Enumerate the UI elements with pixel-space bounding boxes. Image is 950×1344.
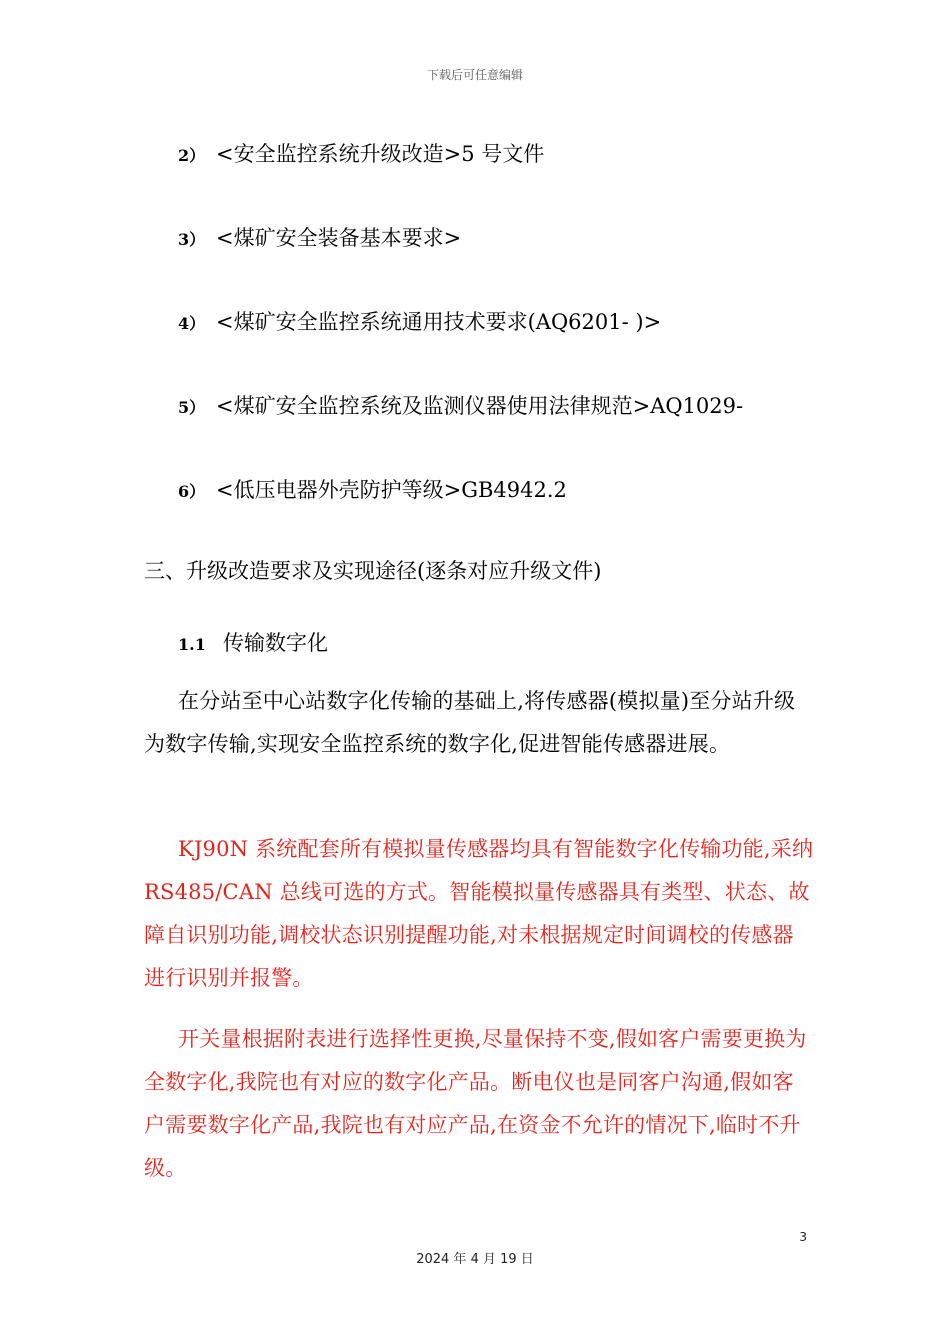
reference-item [178,138,544,168]
reference-number: 6） [178,482,206,501]
reference-item [178,390,743,420]
page-header: 下载后可任意编辑 [426,68,523,82]
reference-text: <安全监控系统升级改造>5 号文件 [216,142,545,166]
body-paragraph-highlighted: KJ90N 系统配套所有模拟量传感器均具有智能数字化传输功能,采纳 RS485/CAN 总线可选的方式。智能模拟量传感器具有类型、状态、故障自识别功能,调校状态识别提醒功能,对未根据规定时间调校的传感器进行识别并报警。 [144,837,814,990]
subsection-number: 1.1 [178,635,206,654]
page-footer-date: 2024 年 4 月 19 日 [416,1252,534,1267]
body-paragraph-highlighted: 开关量根据附表进行选择性更换,尽量保持不变,假如客户需要更换为全数字化,我院也有对应的数字化产品。断电仪也是同客户沟通,假如客户需要数字化产品,我院也有对应产品,在资金不允许的情况下,临时不升级。 [144,1027,807,1180]
reference-text: <煤矿安全监控系统及监测仪器使用法律规范>AQ1029- [216,394,744,418]
section-heading: 三、升级改造要求及实现途径(逐条对应升级文件) [144,559,602,583]
page-number: 3 [799,1230,807,1244]
reference-number: 3） [178,230,206,249]
reference-number: 2） [178,146,206,165]
subsection-heading [178,627,328,657]
subsection-title: 传输数字化 [223,631,328,655]
body-paragraph: 在分站至中心站数字化传输的基础上,将传感器(模拟量)至分站升级为数字传输,实现安全监控系统的数字化,促进智能传感器进展。 [144,689,796,756]
reference-number: 4） [178,314,206,333]
reference-text: <低压电器外壳防护等级>GB4942.2 [216,478,567,502]
reference-text: <煤矿安全装备基本要求> [216,226,462,250]
reference-item [178,474,567,504]
reference-number: 5） [178,398,206,417]
reference-item [178,306,661,336]
reference-item [178,222,461,252]
reference-text: <煤矿安全监控系统通用技术要求(AQ6201- )> [216,310,662,334]
